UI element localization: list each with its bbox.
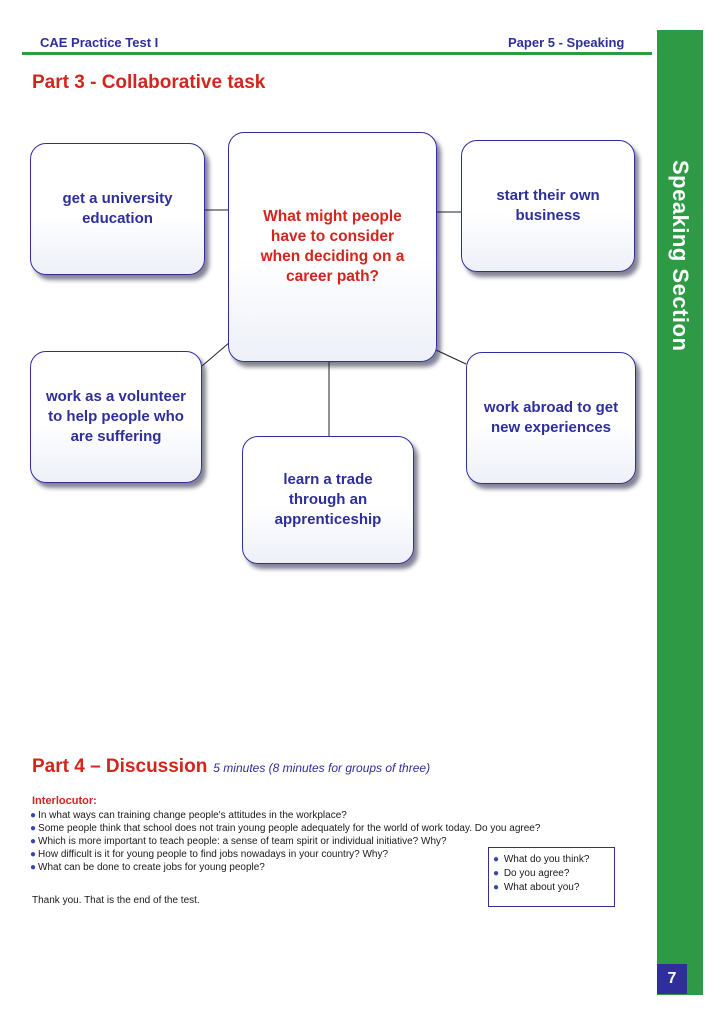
discussion-questions — [30, 809, 540, 874]
question-text: Which is more important to teach people: a sense of team spirit or individual initiative? Why? — [38, 836, 447, 847]
list-item — [493, 881, 610, 895]
bullet-icon: ● — [30, 849, 37, 860]
bullet-icon: ● — [493, 868, 500, 879]
question-text: Some people think that school does not train young people adequately for the world of work today. Do you agree? — [38, 823, 541, 834]
part4-heading: Part 4 – Discussion — [32, 756, 208, 777]
question-text: How difficult is it for young people to find jobs nowadays in your country? Why? — [38, 849, 389, 860]
connector-line — [202, 342, 230, 366]
list-item — [30, 835, 540, 848]
connector-line — [436, 350, 466, 364]
question-text: What can be done to create jobs for young people? — [38, 862, 265, 873]
option-card-apprenticeship: learn a trade through an apprenticeship — [242, 436, 414, 564]
bullet-icon: ● — [30, 823, 37, 834]
option-card-volunteer: work as a volunteer to help people who are suffering — [30, 351, 202, 483]
bullet-icon: ● — [30, 836, 37, 847]
follow-up-prompts-box — [488, 847, 615, 907]
prompt-text: What about you? — [503, 882, 580, 893]
option-card-work-abroad: work abroad to get new experiences — [466, 352, 636, 484]
bullet-icon: ● — [30, 862, 37, 873]
bullet-icon: ● — [493, 854, 500, 865]
option-card-own-business: start their own business — [461, 140, 635, 272]
follow-up-prompts — [493, 853, 610, 895]
header-paper-title: Paper 5 - Speaking — [508, 35, 625, 50]
page-number: 7 — [657, 964, 687, 994]
bullet-icon: ● — [493, 882, 500, 893]
bullet-icon: ● — [30, 810, 37, 821]
list-item — [30, 809, 540, 822]
list-item — [30, 848, 540, 861]
side-section-title: Speaking Section — [668, 160, 693, 352]
part4-title — [32, 756, 430, 778]
part4-timing: 5 minutes (8 minutes for groups of three) — [213, 761, 431, 775]
header-test-title: CAE Practice Test I — [40, 35, 159, 50]
part3-title: Part 3 - Collaborative task — [32, 72, 266, 93]
list-item — [493, 853, 610, 867]
prompt-text: What do you think? — [503, 854, 590, 865]
list-item — [493, 867, 610, 881]
list-item — [30, 822, 540, 835]
closing-text: Thank you. That is the end of the test. — [32, 895, 200, 906]
interlocutor-label: Interlocutor: — [32, 795, 97, 807]
prompt-text: Do you agree? — [503, 868, 570, 879]
option-card-university: get a university education — [30, 143, 205, 275]
central-question-card: What might people have to consider when deciding on a career path? — [228, 132, 437, 362]
list-item — [30, 861, 540, 874]
question-text: In what ways can training change people's attitudes in the workplace? — [38, 810, 347, 821]
